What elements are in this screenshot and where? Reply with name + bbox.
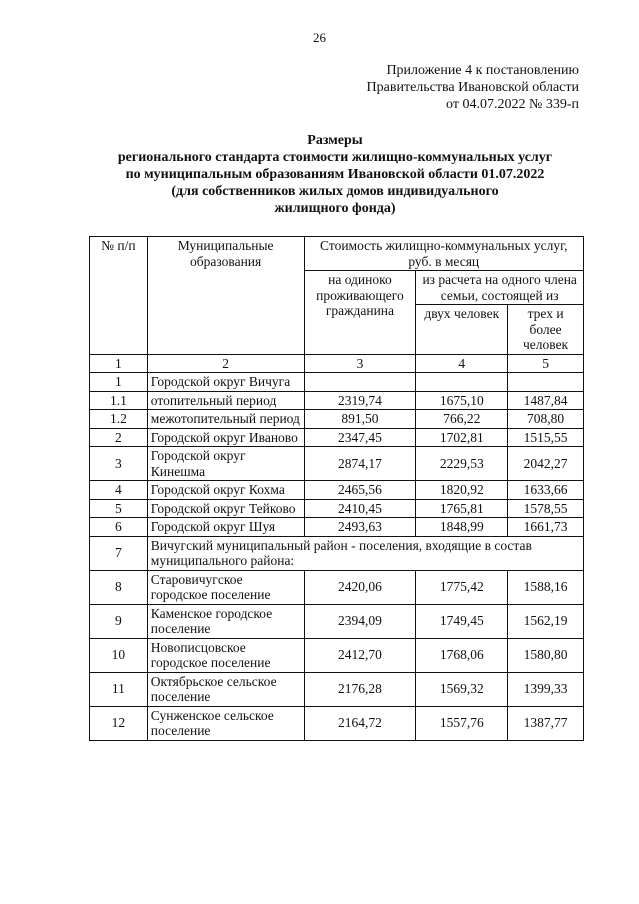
- row-two: 1675,10: [416, 391, 508, 410]
- row-three: [508, 373, 584, 392]
- row-number: 5: [90, 499, 148, 518]
- row-three: 1562,19: [508, 604, 584, 638]
- row-number: 7: [90, 536, 148, 570]
- row-single: 2164,72: [304, 706, 416, 740]
- table-row: [90, 604, 584, 638]
- header-municipality: Муниципальные образования: [147, 237, 304, 355]
- row-single: 2465,56: [304, 481, 416, 500]
- row-two: 1569,32: [416, 672, 508, 706]
- table-row: [90, 706, 584, 740]
- row-name: Городской округ Тейково: [147, 499, 304, 518]
- row-number: 10: [90, 638, 148, 672]
- row-name: отопительный период: [147, 391, 304, 410]
- header-family: из расчета на одного члена семьи, состоящей из: [416, 271, 584, 305]
- appendix-note: [367, 62, 579, 113]
- table-row: [90, 570, 584, 604]
- row-three: 1588,16: [508, 570, 584, 604]
- row-number: 1.2: [90, 410, 148, 429]
- table-row: [90, 518, 584, 537]
- row-name: Каменское городское поселение: [147, 604, 304, 638]
- row-two: 1765,81: [416, 499, 508, 518]
- row-single: 2176,28: [304, 672, 416, 706]
- row-name: Городской округ Шуя: [147, 518, 304, 537]
- row-single: 2347,45: [304, 428, 416, 447]
- row-three: 1578,55: [508, 499, 584, 518]
- row-name: Городской округ Вичуга: [147, 373, 304, 392]
- title-line-2: регионального стандарта стоимости жилищно-коммунальных услуг: [117, 150, 553, 165]
- row-two: 766,22: [416, 410, 508, 429]
- row-two: 2229,53: [416, 447, 508, 481]
- row-single: 2412,70: [304, 638, 416, 672]
- row-three: 2042,27: [508, 447, 584, 481]
- row-single: 2410,45: [304, 499, 416, 518]
- page-number: 26: [313, 30, 326, 45]
- header-single: на одиноко проживающего гражданина: [304, 271, 416, 355]
- col-num-4: 4: [416, 354, 508, 373]
- header-num: № п/п: [90, 237, 148, 355]
- row-three: 708,80: [508, 410, 584, 429]
- row-name: Городской округ Кинешма: [147, 447, 304, 481]
- appendix-line-2: Правительства Ивановской области: [366, 80, 579, 95]
- row-single: 2319,74: [304, 391, 416, 410]
- table-row: [90, 391, 584, 410]
- row-single: 2420,06: [304, 570, 416, 604]
- row-single: 2874,17: [304, 447, 416, 481]
- appendix-line-1: Приложение 4 к постановлению: [386, 63, 579, 78]
- table-row: [90, 410, 584, 429]
- table-row: [90, 373, 584, 392]
- row-number: 9: [90, 604, 148, 638]
- row-single: 891,50: [304, 410, 416, 429]
- title-line-4: (для собственников жилых домов индивидуального: [171, 184, 499, 199]
- row-name: Городской округ Иваново: [147, 428, 304, 447]
- table-row: [90, 481, 584, 500]
- row-two: 1749,45: [416, 604, 508, 638]
- row-two: 1775,42: [416, 570, 508, 604]
- table-row: [90, 447, 584, 481]
- row-number: 2: [90, 428, 148, 447]
- row-number: 4: [90, 481, 148, 500]
- row-three: 1487,84: [508, 391, 584, 410]
- header-cost: Стоимость жилищно-коммунальных услуг, руб. в месяц: [304, 237, 584, 271]
- table-row: [90, 428, 584, 447]
- row-two: 1768,06: [416, 638, 508, 672]
- col-num-2: 2: [147, 354, 304, 373]
- row-two: 1820,92: [416, 481, 508, 500]
- row-two: [416, 373, 508, 392]
- row-single: 2493,63: [304, 518, 416, 537]
- row-three: 1399,33: [508, 672, 584, 706]
- document-title: [60, 132, 610, 217]
- row-number: 6: [90, 518, 148, 537]
- col-num-5: 5: [508, 354, 584, 373]
- row-number: 1.1: [90, 391, 148, 410]
- table-row: [90, 638, 584, 672]
- cost-standard-table: [89, 236, 584, 741]
- row-name: Городской округ Кохма: [147, 481, 304, 500]
- header-three: трех и более человек: [508, 305, 584, 355]
- row-number: 12: [90, 706, 148, 740]
- row-three: 1580,80: [508, 638, 584, 672]
- row-number: 3: [90, 447, 148, 481]
- appendix-line-3: от 04.07.2022 № 339-п: [446, 97, 579, 112]
- row-name: Новописцовское городское поселение: [147, 638, 304, 672]
- row-number: 1: [90, 373, 148, 392]
- row-three: 1633,66: [508, 481, 584, 500]
- row-three: 1387,77: [508, 706, 584, 740]
- row-two: 1557,76: [416, 706, 508, 740]
- section-row: [90, 536, 584, 570]
- title-line-1: Размеры: [307, 133, 363, 148]
- header-row-1: [90, 237, 584, 271]
- col-num-1: 1: [90, 354, 148, 373]
- header-two: двух человек: [416, 305, 508, 355]
- title-line-3: по муниципальным образованиям Ивановской области 01.07.2022: [125, 167, 545, 182]
- row-single: [304, 373, 416, 392]
- row-single: 2394,09: [304, 604, 416, 638]
- table-row: [90, 672, 584, 706]
- row-two: 1702,81: [416, 428, 508, 447]
- column-number-row: [90, 354, 584, 373]
- row-three: 1515,55: [508, 428, 584, 447]
- row-name: межотопительный период: [147, 410, 304, 429]
- table-row: [90, 499, 584, 518]
- row-name: Сунженское сельское поселение: [147, 706, 304, 740]
- row-number: 11: [90, 672, 148, 706]
- row-number: 8: [90, 570, 148, 604]
- row-three: 1661,73: [508, 518, 584, 537]
- title-line-5: жилищного фонда): [274, 201, 396, 216]
- row-name: Октябрьское сельское поселение: [147, 672, 304, 706]
- col-num-3: 3: [304, 354, 416, 373]
- section-text: Вичугский муниципальный район - поселения, входящие в состав муниципального района:: [147, 536, 583, 570]
- row-name: Старовичугское городское поселение: [147, 570, 304, 604]
- row-two: 1848,99: [416, 518, 508, 537]
